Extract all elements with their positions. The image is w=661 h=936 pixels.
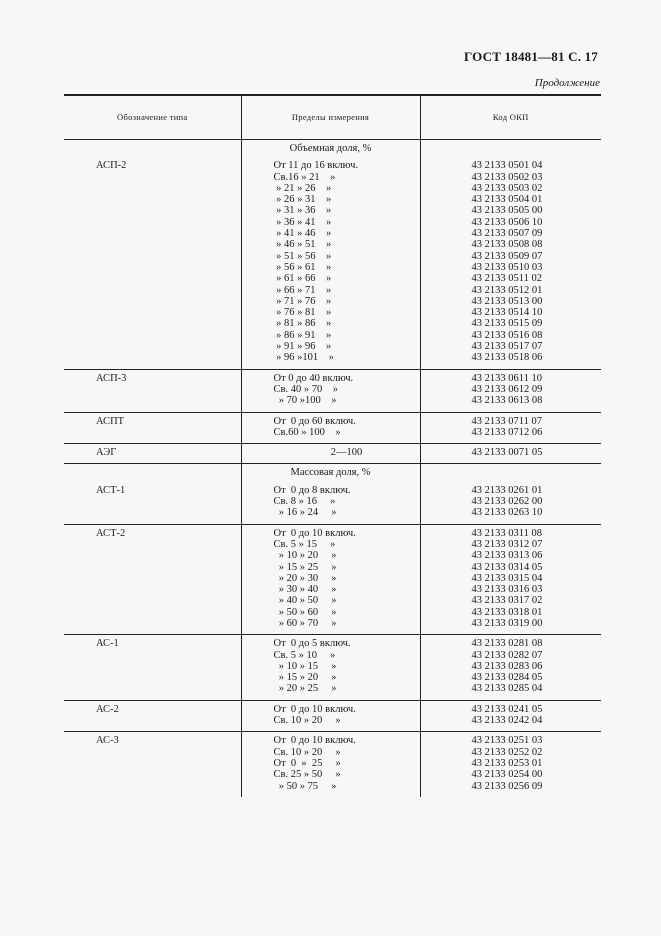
column-header-code: Код ОКП [420,95,601,140]
okp-code: 43 2133 0513 00 [471,295,543,307]
okp-code: 43 2133 0282 07 [471,649,543,661]
range-line: Св. 5 » 15 » [273,538,336,550]
range-line: » 26 » 31 » [273,194,332,206]
okp-code: 43 2133 0518 06 [471,352,543,364]
type-designation: АСП-2 [96,160,127,172]
section-empty-cell [64,464,241,485]
okp-code: 43 2133 0316 03 [471,584,543,596]
range-line: » 51 » 56 » [273,250,332,262]
section-empty-cell [420,140,601,161]
range-line: От 0 до 10 включ. [273,527,356,539]
range-line: » 41 » 46 » [273,228,332,240]
okp-code-cell [420,524,601,635]
table-row [64,444,601,464]
measurement-range-cell [241,160,420,369]
range-line: От 0 до 60 включ. [273,415,356,427]
range-line: » 10 » 15 » [273,660,337,672]
measurement-range-cell [241,635,420,700]
type-designation: АС-3 [64,732,241,797]
okp-code: 43 2133 0501 04 [471,160,543,172]
okp-code: 43 2133 0281 08 [471,638,543,650]
okp-code: 43 2133 0503 02 [471,182,543,194]
range-line: 2—100 [330,447,363,459]
range-line: » 60 » 70 » [273,617,337,629]
continuation-label: Продолжение [534,77,600,89]
okp-code: 43 2133 0251 03 [471,735,543,747]
range-line: » 70 »100 » [273,395,337,407]
okp-code: 43 2133 0256 09 [471,780,543,792]
type-designation: АС-1 [64,635,241,700]
table-row [64,700,601,732]
okp-code-cell [420,732,601,797]
okp-code: 43 2133 0315 04 [471,572,543,584]
okp-code: 43 2133 0261 01 [471,484,543,496]
section-title: Массовая доля, % [241,464,420,485]
table-row [64,369,601,412]
range-line: » 50 » 60 » [273,606,337,618]
range-line: » 56 » 61 » [273,261,332,273]
okp-code: 43 2133 0510 03 [471,261,543,273]
range-line: » 21 » 26 » [273,182,332,194]
okp-code: 43 2133 0313 06 [471,550,543,562]
range-line: Св. 25 » 50 » [273,769,341,781]
section-row [64,140,601,161]
range-line: » 76 » 81 » [273,307,332,319]
okp-code: 43 2133 0711 07 [471,415,542,427]
section-row [64,464,601,485]
okp-code: 43 2133 0263 10 [471,507,543,519]
range-line: От 0 до 5 включ. [273,638,351,650]
range-line: Св. 40 » 70 » [273,383,338,395]
range-line: От 0 до 10 включ. [273,703,356,715]
type-designation: АСТ-1 [96,484,126,496]
type-designation: АСП-3 [64,369,241,412]
okp-code: 43 2133 0252 02 [471,746,543,758]
range-line: » 31 » 36 » [273,205,332,217]
type-designation: АСПТ [64,412,241,444]
range-line: » 20 » 30 » [273,572,337,584]
okp-code: 43 2133 0318 01 [471,606,543,618]
measurement-range-cell [241,700,420,732]
section-empty-cell [420,464,601,485]
measurement-range-cell [241,412,420,444]
measurement-range-cell [241,444,420,464]
measurement-table [64,94,601,797]
type-designation: АЭГ [64,444,241,464]
okp-code: 43 2133 0509 07 [471,250,543,262]
measurement-range-cell [241,485,420,524]
table-row [64,160,601,369]
range-line: От 11 до 16 включ. [273,160,359,172]
column-header-range: Пределы измерения [241,95,420,140]
okp-code: 43 2133 0505 00 [471,205,543,217]
okp-code: 43 2133 0319 00 [471,617,543,629]
okp-code: 43 2133 0502 03 [471,171,543,183]
okp-code: 43 2133 0712 06 [471,426,543,438]
okp-code: 43 2133 0515 09 [471,318,543,330]
table-row [64,485,601,524]
range-line: Св.16 » 21 » [273,171,336,183]
okp-code: 43 2133 0506 10 [471,216,543,228]
okp-code: 43 2133 0511 02 [471,273,542,285]
okp-code: 43 2133 0241 05 [471,703,543,715]
table-row [64,635,601,700]
okp-code: 43 2133 0311 08 [471,527,542,539]
column-header-type: Обозначение типа [117,111,188,122]
table-row [64,732,601,797]
okp-code: 43 2133 0242 04 [471,715,543,727]
measurement-range-cell [241,369,420,412]
okp-code: 43 2133 0514 10 [471,307,543,319]
page-header: ГОСТ 18481—81 С. 17 [464,49,598,64]
okp-code-cell [420,485,601,524]
section-title: Объемная доля, % [241,140,420,161]
okp-code: 43 2133 0612 09 [471,383,543,395]
range-line: » 46 » 51 » [273,239,332,251]
okp-code: 43 2133 0262 00 [471,496,543,508]
range-line: От 0 до 8 включ. [273,484,351,496]
type-designation: АСТ-2 [64,524,241,635]
type-designation: АС-2 [64,700,241,732]
okp-code: 43 2133 0312 07 [471,538,543,550]
okp-code: 43 2133 0613 08 [471,395,543,407]
measurement-range-cell [241,732,420,797]
range-line: » 61 » 66 » [273,273,332,285]
section-empty-cell [64,140,241,161]
okp-code: 43 2133 0283 06 [471,660,543,672]
range-line: » 50 » 75 » [273,780,337,792]
okp-code: 43 2133 0611 10 [471,372,542,384]
range-line: » 40 » 50 » [273,595,337,607]
table-row [64,524,601,635]
range-line: От 0 » 25 » [273,757,341,769]
range-line: От 0 до 40 включ. [273,372,354,384]
range-line: » 81 » 86 » [273,318,332,330]
range-line: » 15 » 25 » [273,561,337,573]
range-line: » 20 » 25 » [273,683,337,695]
range-line: » 66 » 71 » [273,284,332,296]
range-line: » 86 » 91 » [273,329,332,341]
table-body [64,140,601,797]
range-line: Св.60 » 100 » [273,426,341,438]
range-line: От 0 до 10 включ. [273,735,356,747]
okp-code-cell [420,635,601,700]
range-line: » 10 » 20 » [273,550,337,562]
okp-code-cell [420,444,601,464]
okp-code: 43 2133 0284 05 [471,672,543,684]
okp-code: 43 2133 0253 01 [471,757,543,769]
okp-code: 43 2133 0314 05 [471,561,543,573]
range-line: Св. 10 » 20 » [273,746,341,758]
okp-code: 43 2133 0317 02 [471,595,543,607]
okp-code-cell [420,412,601,444]
range-line: » 30 » 40 » [273,584,337,596]
okp-code: 43 2133 0285 04 [471,683,543,695]
range-line: Св. 5 » 10 » [273,649,336,661]
okp-code-cell [420,369,601,412]
okp-code: 43 2133 0512 01 [471,284,543,296]
okp-code-cell [420,700,601,732]
range-line: » 96 »101 » [273,352,334,364]
range-line: Св. 8 » 16 » [273,496,336,508]
table-header-row [64,95,601,140]
range-line: » 36 » 41 » [273,216,332,228]
okp-code-cell [420,160,601,369]
range-line: » 71 » 76 » [273,295,332,307]
okp-code: 43 2133 0504 01 [471,194,543,206]
range-line: » 15 » 20 » [273,672,337,684]
okp-code: 43 2133 0517 07 [471,341,543,353]
range-line: » 16 » 24 » [273,507,337,519]
measurement-range-cell [241,524,420,635]
okp-code: 43 2133 0508 08 [471,239,543,251]
table-row [64,412,601,444]
range-line: » 91 » 96 » [273,341,332,353]
range-line: Св. 10 » 20 » [273,715,341,727]
okp-code: 43 2133 0516 08 [471,329,543,341]
okp-code: 43 2133 0071 05 [471,447,543,459]
okp-code: 43 2133 0507 09 [471,228,543,240]
okp-code: 43 2133 0254 00 [471,769,543,781]
